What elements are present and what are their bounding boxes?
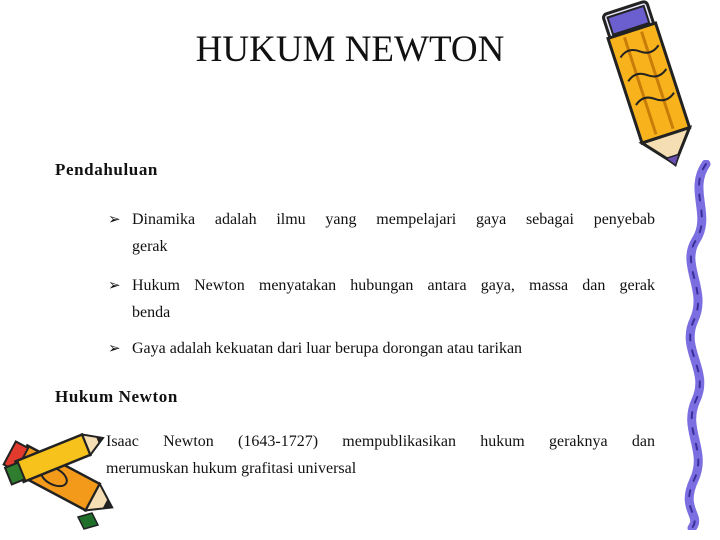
paragraph-line: merumuskan hukum grafitasi universal (106, 460, 357, 477)
page-title: HUKUM NEWTON (195, 29, 505, 70)
section-heading-pendahuluan: Pendahuluan (55, 160, 158, 179)
arrow-bullet-icon: ➢ (108, 276, 121, 294)
bullet-text (108, 335, 655, 362)
pencils-clipart-bottom (0, 425, 118, 537)
arrow-bullet-icon: ➢ (108, 210, 121, 228)
bullet-item (108, 206, 655, 260)
paragraph (106, 428, 655, 482)
wavy-decoration (668, 160, 720, 530)
bullet-text (108, 272, 655, 326)
bullet-item (108, 272, 655, 326)
bullet-line: Hukum Newton menyatakan hubungan antara gaya, massa dan gerak (132, 277, 655, 294)
bullet-item (108, 335, 655, 362)
section-heading-hukum-newton: Hukum Newton (55, 387, 178, 406)
bullet-line: Dinamika adalah ilmu yang mempelajari gaya sebagai penyebab (132, 211, 655, 228)
bullet-line: gerak (132, 238, 168, 255)
pencil-clipart-top (580, 0, 720, 175)
arrow-bullet-icon: ➢ (108, 339, 121, 357)
bullet-text (108, 206, 655, 260)
paragraph-line: Isaac Newton (1643-1727) mempublikasikan hukum geraknya dan (106, 433, 655, 450)
bullet-line: Gaya adalah kekuatan dari luar berupa dorongan atau tarikan (132, 340, 523, 357)
bullet-line: benda (132, 304, 171, 321)
